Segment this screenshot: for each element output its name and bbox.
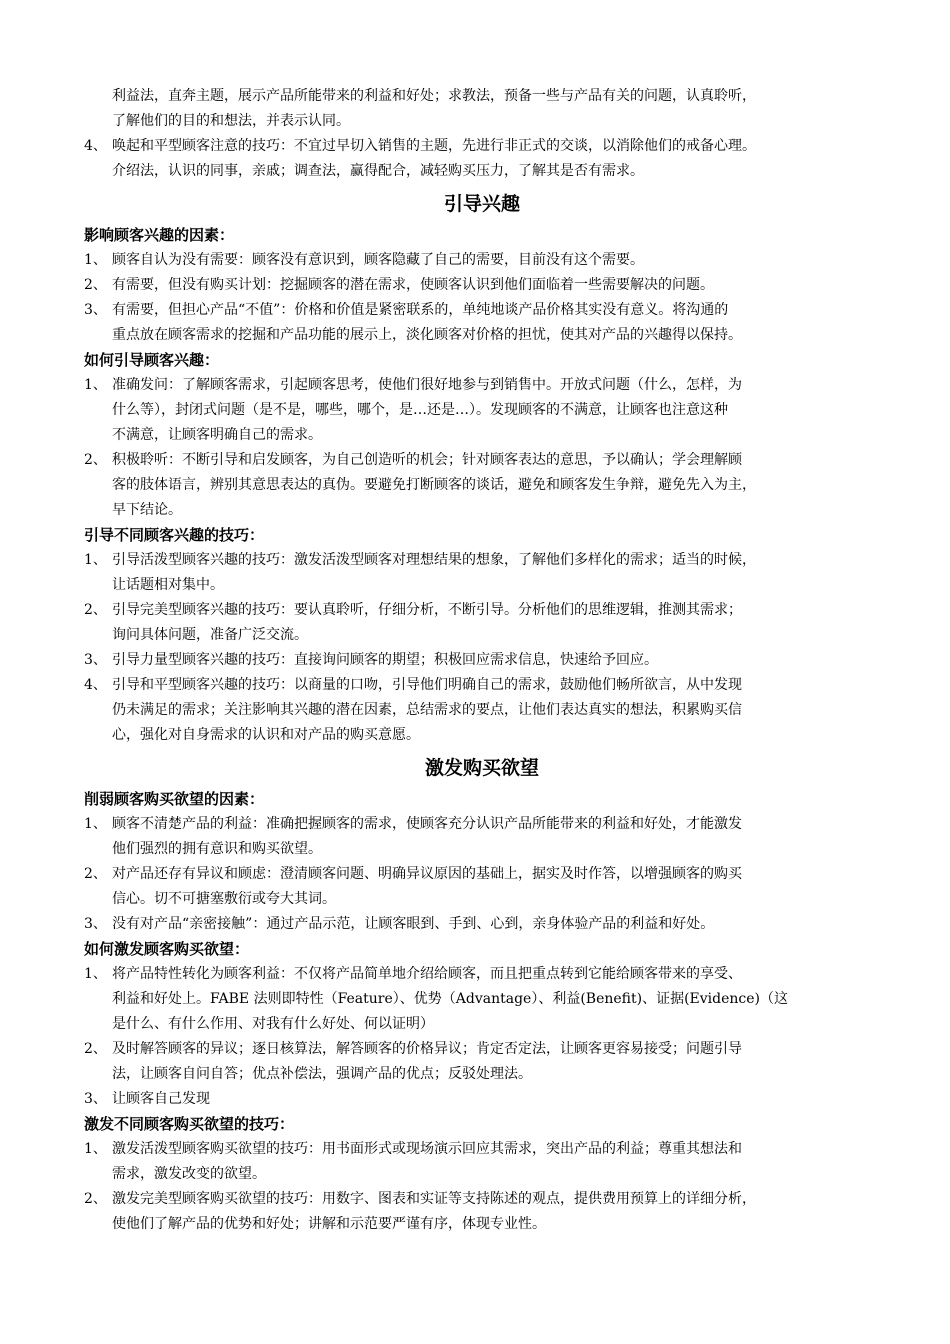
item-number: 2、 bbox=[84, 1191, 107, 1207]
item-number: 1、 bbox=[84, 816, 107, 832]
text-line: 利益法，直奔主题，展示产品所能带来的利益和好处；求教法，预备一些与产品有关的问题，认真聆听， bbox=[112, 88, 756, 104]
text-line: 准确发问：了解顾客需求，引起顾客思考，使他们很好地参与到销售中。开放式问题（什么，怎样，为 bbox=[112, 377, 742, 393]
text-line: 引导完美型顾客兴趣的技巧：要认真聆听，仔细分析，不断引导。分析他们的思维逻辑，推测其需求； bbox=[112, 602, 742, 618]
subsection-title: 引导不同顾客兴趣的技巧： bbox=[84, 526, 265, 544]
item-number: 1、 bbox=[84, 377, 107, 393]
item-number: 3、 bbox=[84, 1091, 107, 1107]
list-item bbox=[84, 648, 880, 673]
item-number: 2、 bbox=[84, 866, 107, 882]
text-line: 引导力量型顾客兴趣的技巧：直接询问顾客的期望；积极回应需求信息，快速给予回应。 bbox=[112, 652, 658, 668]
list-item bbox=[84, 298, 880, 348]
list-item bbox=[84, 548, 880, 598]
subsection-title: 影响顾客兴趣的因素： bbox=[84, 226, 235, 244]
text-line: 利益和好处上。FABE 法则即特性（Feature）、优势（Advantage）、利益(Benefit)、证据(Evidence)（这 bbox=[112, 991, 789, 1007]
text-line: 有需要，但没有购买计划：挖掘顾客的潜在需求，使顾客认识到他们面临着一些需要解决的问题。 bbox=[112, 277, 714, 293]
list-item bbox=[84, 248, 880, 273]
list-item bbox=[84, 1187, 880, 1237]
text-line: 有需要，但担心产品“不值”：价格和价值是紧密联系的，单纯地谈产品价格其实没有意义。将沟通的 bbox=[112, 302, 729, 318]
subsection-title: 激发不同顾客购买欲望的技巧： bbox=[84, 1115, 295, 1133]
text-line: 激发活泼型顾客购买欲望的技巧：用书面形式或现场演示回应其需求，突出产品的利益；尊重其想法和 bbox=[112, 1141, 742, 1157]
list-item bbox=[84, 962, 880, 1037]
text-line: 及时解答顾客的异议；逐日核算法，解答顾客的价格异议；肯定否定法，让顾客更容易接受；问题引导 bbox=[112, 1041, 742, 1057]
item-number: 2、 bbox=[84, 1041, 107, 1057]
list-item bbox=[84, 1037, 880, 1087]
text-line: 顾客不清楚产品的利益：准确把握顾客的需求，使顾客充分认识产品所能带来的利益和好处，才能激发 bbox=[112, 816, 742, 832]
text-line: 不满意，让顾客明确自己的需求。 bbox=[112, 427, 322, 443]
text-line: 唤起和平型顾客注意的技巧：不宜过早切入销售的主题，先进行非正式的交谈，以消除他们的戒备心理。 bbox=[112, 138, 756, 154]
text-line: 法，让顾客自问自答；优点补偿法，强调产品的优点；反驳处理法。 bbox=[112, 1066, 532, 1082]
text-line: 激发完美型顾客购买欲望的技巧：用数字、图表和实证等支持陈述的观点，提供费用预算上的详细分析， bbox=[112, 1191, 756, 1207]
text-line: 让话题相对集中。 bbox=[112, 577, 224, 593]
item-number: 1、 bbox=[84, 552, 107, 568]
list-item bbox=[84, 862, 880, 912]
text-line: 没有对产品“亲密接触”：通过产品示范，让顾客眼到、手到、心到，亲身体验产品的利益和好处。 bbox=[112, 916, 715, 932]
list-item bbox=[84, 273, 880, 298]
text-line: 引导活泼型顾客兴趣的技巧：激发活泼型顾客对理想结果的想象，了解他们多样化的需求；适当的时候， bbox=[112, 552, 756, 568]
text-line: 是什么、有什么作用、对我有什么好处、何以证明） bbox=[112, 1016, 434, 1032]
text-line: 需求，激发改变的欲望。 bbox=[112, 1166, 266, 1182]
text-line: 对产品还存有异议和顾虑：澄清顾客问题、明确异议原因的基础上，据实及时作答，以增强顾客的购买 bbox=[112, 866, 742, 882]
list-item bbox=[84, 1137, 880, 1187]
text-line: 客的肢体语言，辨别其意思表达的真伪。要避免打断顾客的谈话，避免和顾客发生争辩，避免先入为主， bbox=[112, 477, 756, 493]
list-item bbox=[84, 1087, 880, 1112]
text-line: 引导和平型顾客兴趣的技巧：以商量的口吻，引导他们明确自己的需求，鼓励他们畅所欲言，从中发现 bbox=[112, 677, 742, 693]
item-number: 2、 bbox=[84, 277, 107, 293]
subsection-title: 如何激发顾客购买欲望： bbox=[84, 940, 250, 958]
text-line: 询问具体问题，准备广泛交流。 bbox=[112, 627, 308, 643]
intro-continuation bbox=[84, 84, 880, 134]
text-line: 介绍法，认识的同事，亲戚；调查法，赢得配合，减轻购买压力，了解其是否有需求。 bbox=[112, 163, 644, 179]
text-line: 顾客自认为没有需要：顾客没有意识到，顾客隐藏了自己的需要，目前没有这个需要。 bbox=[112, 252, 644, 268]
text-line: 积极聆听：不断引导和启发顾客，为自己创造听的机会；针对顾客表达的意思，予以确认；学会理解顾 bbox=[112, 452, 742, 468]
list-item bbox=[84, 598, 880, 648]
list-item bbox=[84, 448, 880, 523]
list-item bbox=[84, 373, 880, 448]
item-number: 3、 bbox=[84, 302, 107, 318]
section-title: 引导兴趣 bbox=[443, 193, 520, 215]
item-number: 3、 bbox=[84, 652, 107, 668]
item-number: 1、 bbox=[84, 966, 107, 982]
list-item bbox=[84, 673, 880, 748]
text-line: 将产品特性转化为顾客利益：不仅将产品简单地介绍给顾客，而且把重点转到它能给顾客带来的享受、 bbox=[112, 966, 742, 982]
item-number: 4、 bbox=[84, 677, 107, 693]
list-item bbox=[84, 812, 880, 862]
item-number: 1、 bbox=[84, 252, 107, 268]
text-line: 让顾客自己发现 bbox=[112, 1091, 210, 1107]
item-number: 1、 bbox=[84, 1141, 107, 1157]
list-item bbox=[84, 912, 880, 937]
item-number: 2、 bbox=[84, 452, 107, 468]
text-line: 早下结论。 bbox=[112, 502, 182, 518]
item-number: 2、 bbox=[84, 602, 107, 618]
text-line: 仍未满足的需求；关注影响其兴趣的潜在因素，总结需求的要点，让他们表达真实的想法，积累购买信 bbox=[112, 702, 742, 718]
text-line: 信心。切不可搪塞敷衍或夸大其词。 bbox=[112, 891, 336, 907]
text-line: 他们强烈的拥有意识和购买欲望。 bbox=[112, 841, 322, 857]
item-number: 4、 bbox=[84, 138, 107, 154]
text-line: 心，强化对自身需求的认识和对产品的购买意愿。 bbox=[112, 727, 420, 743]
subsection-title: 削弱顾客购买欲望的因素： bbox=[84, 790, 265, 808]
text-line: 重点放在顾客需求的挖掘和产品功能的展示上，淡化顾客对价格的担忧，使其对产品的兴趣得以保持。 bbox=[112, 327, 742, 343]
item-number: 3、 bbox=[84, 916, 107, 932]
text-line: 使他们了解产品的优势和好处；讲解和示范要严谨有序，体现专业性。 bbox=[112, 1216, 546, 1232]
list-item bbox=[84, 134, 880, 184]
section-title: 激发购买欲望 bbox=[424, 757, 539, 779]
text-line: 了解他们的目的和想法，并表示认同。 bbox=[112, 113, 350, 129]
text-line: 什么等），封闭式问题（是不是，哪些，哪个，是…还是…）。发现顾客的不满意，让顾客也注意这种 bbox=[112, 402, 728, 418]
subsection-title: 如何引导顾客兴趣： bbox=[84, 351, 220, 369]
